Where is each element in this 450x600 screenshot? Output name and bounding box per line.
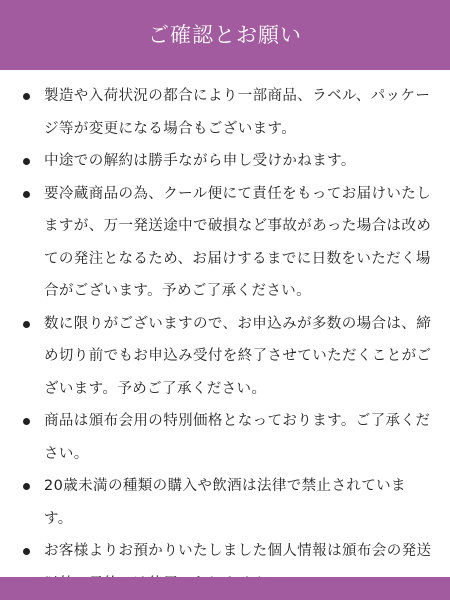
notice-text: お客様よりお預かりいたしました個人情報は頒布会の発送 [44,543,432,559]
notice-item [0,178,450,308]
bullet-icon [23,93,30,100]
notice-text: 商品は頒布会用の特別価格となっております。ご了承ください。 [44,413,431,462]
bullet-icon [23,548,30,555]
page-title: ご確認とお願い [148,22,302,47]
notice-text: 20歳未満の種類の購入や飲酒は法律で禁止されています。 [44,478,406,527]
notice-item [0,308,450,406]
notice-item [0,470,450,535]
notice-list [0,80,450,600]
footer-bar [0,577,450,600]
bullet-icon [23,158,30,165]
notice-text: 数に限りがございますので、お申込みが多数の場合は、締め切り前でもお申込み受付を終了させていただくことがございます。予めご了承ください。 [44,315,432,397]
header-banner [0,0,450,70]
bullet-icon [23,321,30,328]
bullet-icon [23,483,30,490]
notice-text: 要冷蔵商品の為、クール便にて責任をもってお届けいたしますが、万一発送途中で破損など事故があった場合は改めての発注となるため、お届けするまでに日数をいただく場合がございます。予めご了承ください。 [44,185,432,299]
notice-text: 製造や入荷状況の都合により一部商品、ラベル、パッケージ等が変更になる場合もございます。 [44,88,431,137]
notice-item [0,145,450,178]
notice-item [0,80,450,145]
notice-text: 中途での解約は勝手ながら申し受けかねます。 [44,153,356,169]
bullet-icon [23,191,30,198]
bullet-icon [23,418,30,425]
notice-item [0,405,450,470]
